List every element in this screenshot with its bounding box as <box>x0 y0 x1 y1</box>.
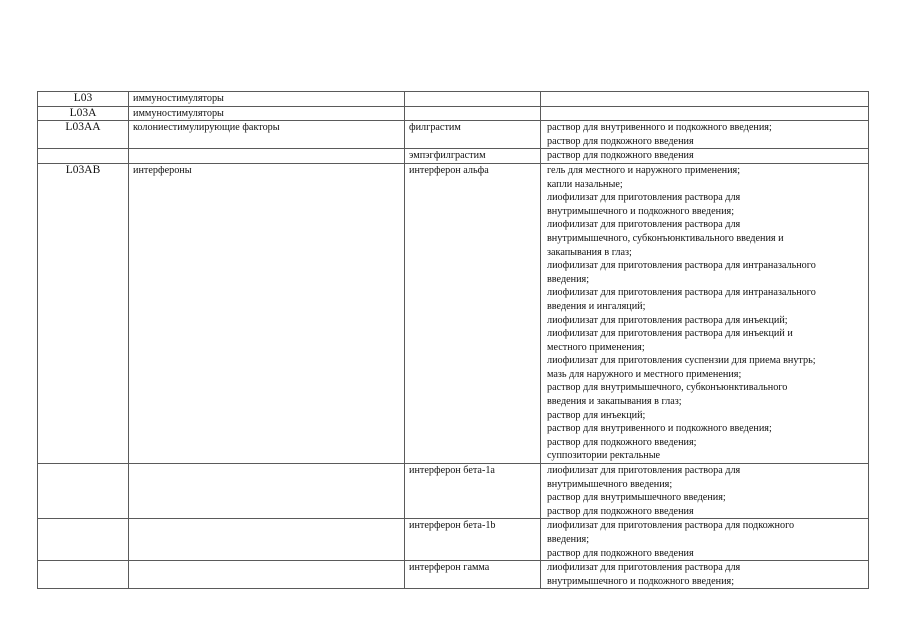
dosage-form-line: суппозитории ректальные <box>547 450 661 462</box>
drug-name-cell: филграстим <box>405 121 541 149</box>
atc-code-cell: L03AB <box>38 163 129 463</box>
dosage-form-line: раствор для подкожного введения <box>547 547 694 559</box>
dosage-form-line: введения и закапывания в глаз; <box>547 396 682 408</box>
drug-name-cell: интерферон альфа <box>405 163 541 463</box>
dosage-forms-cell <box>541 106 869 121</box>
dosage-form-line: капли назальные; <box>547 178 623 190</box>
table-row <box>38 163 869 463</box>
atc-code-cell <box>38 561 129 589</box>
dosage-form-line: гель для местного и наружного применения; <box>547 164 741 176</box>
dosage-form-line: раствор для внутримышечного, субконъюнктивального <box>547 382 788 394</box>
dosage-form-line: внутримышечного, субконъюнктивального введения и <box>547 232 784 244</box>
drug-name-cell <box>405 92 541 107</box>
dosage-form-line: лиофилизат для приготовления суспензии для приема внутрь; <box>547 355 816 367</box>
dosage-form-line: раствор для подкожного введения <box>547 135 694 147</box>
atc-code-cell: L03AA <box>38 121 129 149</box>
table-row <box>38 121 869 149</box>
atc-code-cell <box>38 464 129 519</box>
dosage-forms-cell <box>541 121 869 149</box>
dosage-form-line: внутримышечного и подкожного введения; <box>547 205 735 217</box>
dosage-forms-cell <box>541 519 869 561</box>
group-name-cell: иммуностимуляторы <box>129 92 405 107</box>
dosage-form-line: раствор для инъекций; <box>547 409 646 421</box>
dosage-form-line: внутримышечного введения; <box>547 478 673 490</box>
table-row <box>38 149 869 164</box>
group-name-cell: иммуностимуляторы <box>129 106 405 121</box>
dosage-forms-cell <box>541 464 869 519</box>
dosage-form-line: лиофилизат для приготовления раствора для <box>547 192 741 204</box>
dosage-form-line: раствор для внутривенного и подкожного введения; <box>547 423 772 435</box>
dosage-form-line: введения; <box>547 534 590 545</box>
atc-code-cell: L03A <box>38 106 129 121</box>
dosage-forms-cell <box>541 163 869 463</box>
dosage-form-line: раствор для подкожного введения <box>547 150 694 162</box>
dosage-form-line: раствор для внутривенного и подкожного введения; <box>547 122 772 134</box>
table-row <box>38 519 869 561</box>
drug-name-cell: интерферон бета-1a <box>405 464 541 519</box>
table-row <box>38 106 869 121</box>
dosage-form-line: лиофилизат для приготовления раствора для подкожного <box>547 520 795 532</box>
dosage-forms-cell <box>541 561 869 589</box>
drug-table <box>37 91 869 589</box>
dosage-form-line: лиофилизат для приготовления раствора для <box>547 219 741 231</box>
dosage-form-line: раствор для подкожного введения <box>547 505 694 517</box>
drug-name-cell: интерферон гамма <box>405 561 541 589</box>
dosage-form-line: лиофилизат для приготовления раствора для инъекций и <box>547 328 793 340</box>
group-name-cell: интерфероны <box>129 163 405 463</box>
dosage-forms-cell <box>541 149 869 164</box>
dosage-form-line: лиофилизат для приготовления раствора для <box>547 562 741 574</box>
drug-name-cell: эмпэгфилграстим <box>405 149 541 164</box>
drug-name-cell: интерферон бета-1b <box>405 519 541 561</box>
dosage-form-line: лиофилизат для приготовления раствора для инъекций; <box>547 314 788 326</box>
group-name-cell <box>129 519 405 561</box>
dosage-forms-cell <box>541 92 869 107</box>
drug-name-cell <box>405 106 541 121</box>
dosage-form-line: мазь для наружного и местного применения; <box>547 368 742 380</box>
dosage-form-line: введения и ингаляций; <box>547 300 646 312</box>
group-name-cell <box>129 464 405 519</box>
atc-code-cell <box>38 519 129 561</box>
dosage-form-line: закапывания в глаз; <box>547 246 632 258</box>
dosage-form-line: лиофилизат для приготовления раствора для интраназального <box>547 260 816 272</box>
group-name-cell <box>129 149 405 164</box>
dosage-form-line: лиофилизат для приготовления раствора для <box>547 465 741 477</box>
dosage-form-line: лиофилизат для приготовления раствора для интраназального <box>547 287 816 299</box>
table-row <box>38 92 869 107</box>
group-name-cell: колониестимулирующие факторы <box>129 121 405 149</box>
table-row <box>38 561 869 589</box>
dosage-form-line: раствор для внутримышечного введения; <box>547 492 726 504</box>
dosage-form-line: раствор для подкожного введения; <box>547 436 697 448</box>
atc-code-cell <box>38 149 129 164</box>
dosage-form-line: местного применения; <box>547 341 645 353</box>
dosage-form-line: введения; <box>547 273 590 285</box>
group-name-cell <box>129 561 405 589</box>
dosage-form-line: внутримышечного и подкожного введения; <box>547 575 735 587</box>
atc-code-cell: L03 <box>38 92 129 107</box>
table-row <box>38 464 869 519</box>
